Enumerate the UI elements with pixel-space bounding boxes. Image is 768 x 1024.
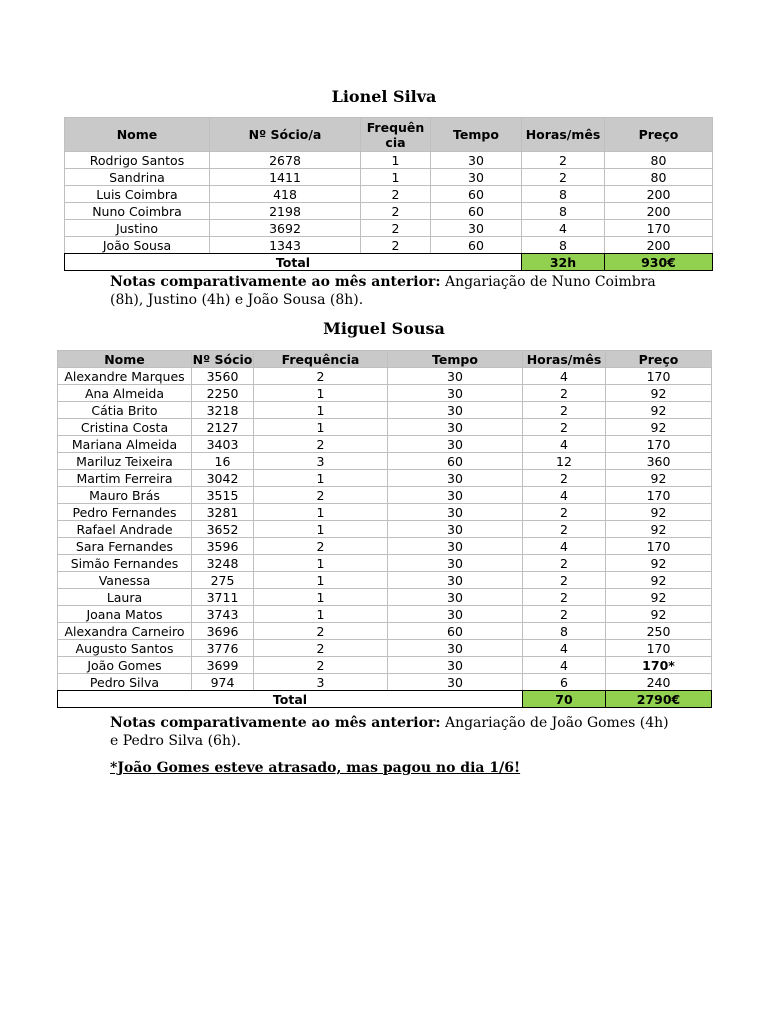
header-preco: Preço <box>606 351 712 368</box>
table-row <box>58 640 712 657</box>
table-row <box>58 572 712 589</box>
table-cell: 418 <box>210 186 361 203</box>
header-socio: Nº Sócio <box>192 351 253 367</box>
table-cell: 2 <box>254 657 388 674</box>
table-cell: 3711 <box>192 589 254 606</box>
table-cell: 1 <box>254 521 388 538</box>
table-row <box>58 589 712 606</box>
table-cell: Martim Ferreira <box>58 470 192 487</box>
table-cell: 2 <box>361 186 431 203</box>
table-cell: Vanessa <box>58 572 192 589</box>
table-cell: Ana Almeida <box>58 385 192 402</box>
table-row <box>65 152 713 169</box>
table-cell: 3696 <box>192 623 254 640</box>
table-cell: 4 <box>522 220 605 237</box>
table-cell: 30 <box>388 555 523 572</box>
table-row <box>58 453 712 470</box>
table-cell: 30 <box>431 220 522 237</box>
table-cell: 3248 <box>192 555 254 572</box>
table-cell: 3596 <box>192 538 254 555</box>
table-row <box>58 504 712 521</box>
table-cell: Laura <box>58 589 192 606</box>
table-cell: Mariana Almeida <box>58 436 192 453</box>
table-row <box>58 555 712 572</box>
table-cell: 170 <box>606 436 712 453</box>
table-cell: 2 <box>522 152 605 169</box>
table-cell: 1411 <box>210 169 361 186</box>
table-cell: Sandrina <box>65 169 210 186</box>
table-cell: 30 <box>431 169 522 186</box>
table-cell: 30 <box>388 606 523 623</box>
table-cell: 4 <box>523 487 606 504</box>
table-row <box>58 470 712 487</box>
table-cell: 2 <box>523 555 606 572</box>
table-cell: 4 <box>523 368 606 385</box>
header-horas: Horas/mês <box>522 118 605 152</box>
table-cell: 1 <box>254 402 388 419</box>
table-cell: 974 <box>192 674 254 691</box>
table-cell: 1 <box>254 555 388 572</box>
table-cell: Cátia Brito <box>58 402 192 419</box>
header-nome: Nome <box>65 118 210 152</box>
table-cell: 92 <box>606 470 712 487</box>
header-preco: Preço <box>605 118 713 152</box>
table-row <box>65 186 713 203</box>
table-cell: 30 <box>388 368 523 385</box>
header-horas: Horas/mês <box>523 351 606 368</box>
table-row <box>58 538 712 555</box>
table-cell: 2 <box>254 640 388 657</box>
table-cell: 170* <box>606 657 712 674</box>
table-cell: 8 <box>522 237 605 254</box>
table-cell: Rodrigo Santos <box>65 152 210 169</box>
table-cell: 240 <box>606 674 712 691</box>
table-cell: 2 <box>254 487 388 504</box>
table-cell: 1 <box>254 470 388 487</box>
table-cell: 4 <box>523 436 606 453</box>
table-cell: 3560 <box>192 368 254 385</box>
table-cell: 60 <box>431 186 522 203</box>
total-hours: 70 <box>523 691 606 708</box>
table-row <box>58 436 712 453</box>
section-title-lionel-silva: Lionel Silva <box>331 87 437 106</box>
total-price: 2790€ <box>606 691 712 708</box>
table-row <box>65 169 713 186</box>
table-header-row <box>58 351 712 368</box>
table-cell: 170 <box>606 368 712 385</box>
table-cell: Justino <box>65 220 210 237</box>
table-cell: Alexandre Marques <box>58 368 192 385</box>
table-cell: 1 <box>254 419 388 436</box>
table-cell: 30 <box>388 640 523 657</box>
table-cell: 1 <box>361 152 431 169</box>
notes-miguel-sousa <box>110 714 670 750</box>
table-cell: 92 <box>606 504 712 521</box>
table-cell: 30 <box>388 521 523 538</box>
table-cell: 3 <box>254 674 388 691</box>
table-cell: 30 <box>388 385 523 402</box>
table-cell: 1 <box>254 589 388 606</box>
table-cell: 2 <box>523 572 606 589</box>
table-cell: 3776 <box>192 640 254 657</box>
total-label: Total <box>65 254 522 271</box>
table-cell: João Gomes <box>58 657 192 674</box>
table-cell: 170 <box>605 220 713 237</box>
table-cell: 2 <box>523 419 606 436</box>
notes-label: Notas comparativamente ao mês anterior: <box>110 715 441 731</box>
table-cell: 170 <box>606 487 712 504</box>
table-cell: 2 <box>523 385 606 402</box>
table-lionel-silva <box>64 117 713 271</box>
table-cell: 30 <box>388 589 523 606</box>
table-cell: 4 <box>523 538 606 555</box>
table-cell: Pedro Silva <box>58 674 192 691</box>
table-cell: 3 <box>254 453 388 470</box>
table-cell: 1 <box>361 169 431 186</box>
table-cell: 3281 <box>192 504 254 521</box>
table-cell: 92 <box>606 555 712 572</box>
table-cell: Nuno Coimbra <box>65 203 210 220</box>
table-cell: 92 <box>606 572 712 589</box>
table-cell: 30 <box>388 436 523 453</box>
table-cell: 3515 <box>192 487 254 504</box>
table-cell: 30 <box>431 152 522 169</box>
table-cell: Pedro Fernandes <box>58 504 192 521</box>
total-hours: 32h <box>522 254 605 271</box>
notes-text: Angariação de João Gomes (4h) e Pedro Silva (6h). <box>110 715 669 749</box>
table-cell: 30 <box>388 538 523 555</box>
total-row <box>58 691 712 708</box>
table-cell: 1 <box>254 504 388 521</box>
header-socio: Nº Sócio/a <box>210 118 361 152</box>
table-cell: 60 <box>388 623 523 640</box>
table-cell: Mauro Brás <box>58 487 192 504</box>
table-cell: 92 <box>606 385 712 402</box>
table-cell: 200 <box>605 203 713 220</box>
table-row <box>58 521 712 538</box>
table-cell: 360 <box>606 453 712 470</box>
table-cell: 60 <box>431 203 522 220</box>
table-cell: 16 <box>192 453 254 470</box>
header-nome: Nome <box>58 351 192 368</box>
table-cell: 3042 <box>192 470 254 487</box>
table-cell: Augusto Santos <box>58 640 192 657</box>
table-cell: 1343 <box>210 237 361 254</box>
table-cell: 2 <box>523 589 606 606</box>
table-cell: 8 <box>523 623 606 640</box>
table-row <box>65 203 713 220</box>
table-cell: 2 <box>254 538 388 555</box>
table-cell: 92 <box>606 419 712 436</box>
table-cell: 92 <box>606 606 712 623</box>
table-cell: 2 <box>523 402 606 419</box>
table-cell: 2 <box>522 169 605 186</box>
table-cell: 12 <box>523 453 606 470</box>
table-cell: 30 <box>388 657 523 674</box>
header-frequencia: Frequência <box>361 118 431 152</box>
footnote: *João Gomes esteve atrasado, mas pagou no dia 1/6! <box>110 760 521 776</box>
table-cell: 2 <box>361 203 431 220</box>
table-cell: Luis Coimbra <box>65 186 210 203</box>
table-cell: 30 <box>388 419 523 436</box>
table-row <box>65 237 713 254</box>
notes-label: Notas comparativamente ao mês anterior: <box>110 274 441 290</box>
table-cell: 2 <box>254 623 388 640</box>
table-cell: 2 <box>523 606 606 623</box>
table-row <box>58 402 712 419</box>
table-row <box>58 623 712 640</box>
table-cell: 4 <box>523 657 606 674</box>
table-cell: Alexandra Carneiro <box>58 623 192 640</box>
table-cell: 30 <box>388 674 523 691</box>
table-cell: 92 <box>606 589 712 606</box>
table-cell: Sara Fernandes <box>58 538 192 555</box>
table-cell: 6 <box>523 674 606 691</box>
table-cell: 4 <box>523 640 606 657</box>
table-cell: 3652 <box>192 521 254 538</box>
table-cell: 2 <box>361 237 431 254</box>
table-row <box>58 674 712 691</box>
table-cell: 3692 <box>210 220 361 237</box>
table-cell: Mariluz Teixeira <box>58 453 192 470</box>
table-cell: 3699 <box>192 657 254 674</box>
table-cell: 3743 <box>192 606 254 623</box>
table-cell: 2 <box>523 470 606 487</box>
table-cell: Joana Matos <box>58 606 192 623</box>
table-cell: João Sousa <box>65 237 210 254</box>
table-cell: 170 <box>606 538 712 555</box>
total-row <box>65 254 713 271</box>
table-cell: 1 <box>254 572 388 589</box>
table-cell: 8 <box>522 203 605 220</box>
table-row <box>58 657 712 674</box>
table-row <box>58 419 712 436</box>
total-label: Total <box>58 691 523 708</box>
table-cell: 2 <box>254 368 388 385</box>
table-cell: 1 <box>254 606 388 623</box>
table-cell: 2198 <box>210 203 361 220</box>
table-cell: 80 <box>605 152 713 169</box>
table-cell: 8 <box>522 186 605 203</box>
notes-text: Angariação de Nuno Coimbra (8h), Justino (4h) e João Sousa (8h). <box>110 274 656 308</box>
table-miguel-sousa <box>57 350 712 708</box>
table-cell: 80 <box>605 169 713 186</box>
table-cell: 60 <box>388 453 523 470</box>
header-tempo: Tempo <box>388 351 523 368</box>
table-cell: 92 <box>606 402 712 419</box>
table-row <box>58 606 712 623</box>
section-title-miguel-sousa: Miguel Sousa <box>323 319 445 338</box>
table-row <box>58 487 712 504</box>
table-cell: 2 <box>523 521 606 538</box>
table-row <box>65 220 713 237</box>
table-cell: Rafael Andrade <box>58 521 192 538</box>
table-cell: 2 <box>523 504 606 521</box>
table-row <box>58 385 712 402</box>
table-row <box>58 368 712 385</box>
table-cell: 200 <box>605 237 713 254</box>
table-cell: 30 <box>388 402 523 419</box>
table-cell: Cristina Costa <box>58 419 192 436</box>
table-cell: 92 <box>606 521 712 538</box>
table-cell: 2 <box>361 220 431 237</box>
table-cell: 30 <box>388 470 523 487</box>
table-cell: 30 <box>388 504 523 521</box>
table-header-row <box>65 118 713 152</box>
table-cell: 3218 <box>192 402 254 419</box>
notes-lionel-silva <box>110 273 670 309</box>
table-cell: 2678 <box>210 152 361 169</box>
table-cell: 2250 <box>192 385 254 402</box>
table-cell: 200 <box>605 186 713 203</box>
table-cell: 30 <box>388 487 523 504</box>
table-cell: Simão Fernandes <box>58 555 192 572</box>
table-cell: 2 <box>254 436 388 453</box>
table-cell: 1 <box>254 385 388 402</box>
table-cell: 275 <box>192 572 254 589</box>
table-cell: 250 <box>606 623 712 640</box>
table-cell: 2127 <box>192 419 254 436</box>
table-cell: 60 <box>431 237 522 254</box>
table-cell: 170 <box>606 640 712 657</box>
total-price: 930€ <box>605 254 713 271</box>
table-cell: 30 <box>388 572 523 589</box>
header-tempo: Tempo <box>431 118 522 152</box>
header-frequencia: Frequência <box>254 351 388 368</box>
table-cell: 3403 <box>192 436 254 453</box>
